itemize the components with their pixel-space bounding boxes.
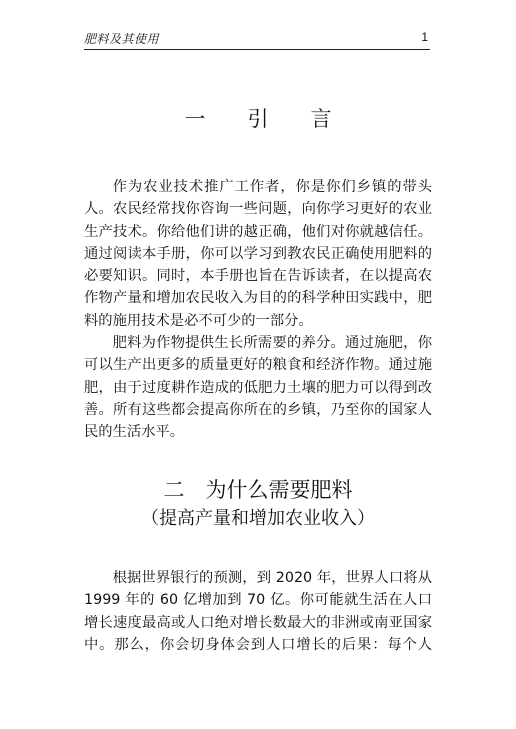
page-number: 1 — [421, 30, 428, 44]
section-heading-introduction: 一 引 言 — [184, 107, 332, 131]
section-heading-why-fertilizer: 二 为什么需要肥料 — [163, 478, 353, 502]
body-paragraph: 根据世界银行的预测，到 2020 年，世界人口将从 1999 年的 60 亿增加到 70 亿。你可能就生活在人口增长速度最高或人口绝对增长数最大的非洲或南亚国家中。那么，你会切身体会到人口增长的后果：每个人 — [84, 570, 432, 653]
running-title: 肥料及其使用 — [84, 32, 160, 46]
body-paragraph: 肥料为作物提供生长所需要的养分。通过施肥，你可以生产出更多的质量更好的粮食和经济作物。通过施肥，由于过度耕作造成的低肥力土壤的肥力可以得到改善。所有这些都会提高你所在的乡镇，乃至你的国家人民的生活水平。 — [84, 335, 432, 441]
running-header — [84, 29, 430, 50]
section-subheading: （提高产量和增加农业收入） — [141, 508, 375, 529]
body-paragraph: 作为农业技术推广工作者，你是你们乡镇的带头人。农民经常找你咨询一些问题，向你学习更好的农业生产技术。你给他们讲的越正确，他们对你就越信任。通过阅读本手册，你可以学习到教农民正确使用肥料的必要知识。同时，本手册也旨在告诉读者，在以提高农作物产量和增加农民收入为目的的科学种田实践中，肥料的施用技术是必不可少的一部分。 — [84, 179, 432, 329]
